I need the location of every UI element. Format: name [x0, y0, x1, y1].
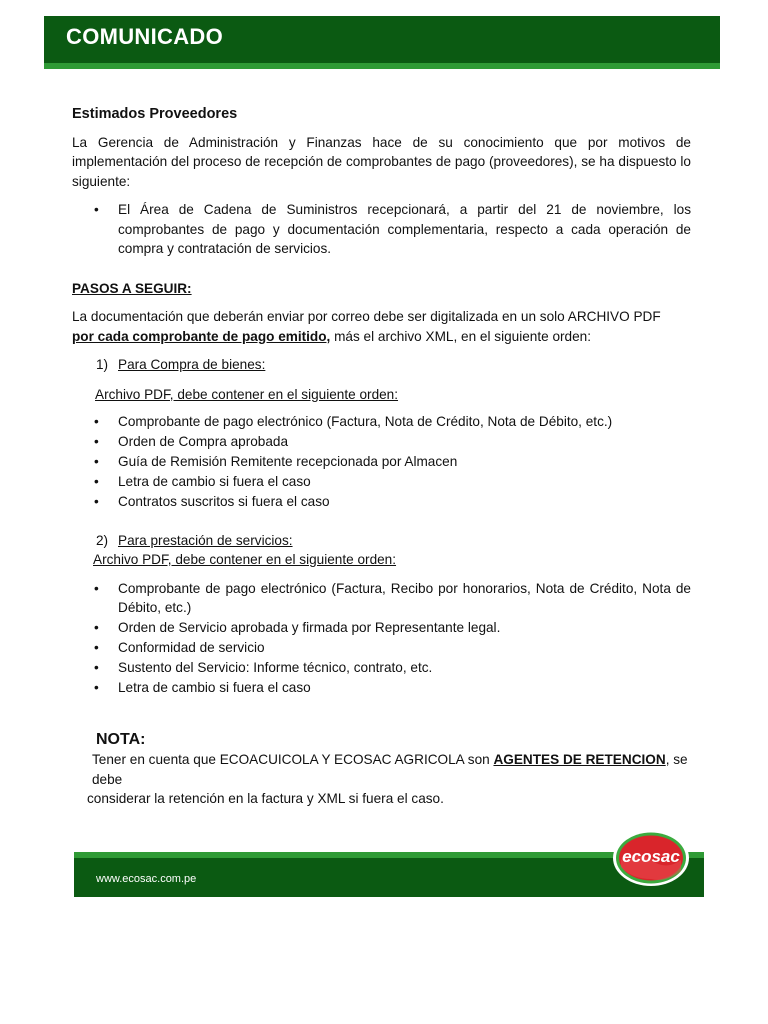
- bullet-icon: •: [94, 474, 99, 489]
- bullet-icon: •: [94, 660, 99, 675]
- section-2-heading: [72, 531, 691, 551]
- list-item-text: El Área de Cadena de Suministros recepcionará, a partir del 21 de noviembre, los comprobantes de pago y documentación complementaria, respecto a cada operación de compra y contratación de servicios.: [118, 202, 691, 256]
- list-item-text: Contratos suscritos si fuera el caso: [118, 494, 330, 509]
- intro-list: [72, 200, 691, 259]
- section-1-number: 1): [96, 357, 109, 372]
- section-2-title: Para prestación de servicios:: [118, 532, 293, 548]
- list-item: [72, 452, 691, 472]
- steps-intro-text-end: más el archivo XML, en el siguiente orden:: [330, 328, 592, 344]
- bullet-icon: •: [94, 202, 99, 217]
- list-item-text: Letra de cambio si fuera el caso: [118, 680, 311, 695]
- bullet-icon: •: [94, 414, 99, 429]
- list-item-text: Comprobante de pago electrónico (Factura, Nota de Crédito, Nota de Débito, etc.): [118, 414, 613, 429]
- section-1-heading: [72, 355, 691, 375]
- ecosac-logo: [612, 829, 690, 887]
- nota-title: NOTA:: [96, 730, 146, 748]
- nota-text-start: Tener en cuenta que ECOACUICOLA Y ECOSAC AGRICOLA son: [92, 752, 494, 767]
- list-item-text: Sustento del Servicio: Informe técnico, contrato, etc.: [118, 660, 433, 675]
- steps-title: PASOS A SEGUIR:: [72, 280, 192, 296]
- list-item-text: Orden de Servicio aprobada y firmada por Representante legal.: [118, 620, 501, 635]
- list-item-text: Letra de cambio si fuera el caso: [118, 474, 311, 489]
- section-1-list: [72, 412, 691, 512]
- page-title: COMUNICADO: [66, 24, 223, 49]
- steps-intro-emphasis: por cada comprobante de pago emitido,: [72, 328, 331, 344]
- bullet-icon: •: [94, 620, 99, 635]
- header-accent-stripe: [44, 63, 720, 69]
- bullet-icon: •: [94, 580, 99, 596]
- section-2-subtitle: Archivo PDF, debe contener en el siguiente orden:: [93, 552, 397, 567]
- steps-intro: [72, 307, 691, 346]
- logo-text: ecosac: [622, 847, 680, 866]
- list-item-text: Conformidad de servicio: [118, 640, 265, 655]
- bullet-icon: •: [94, 494, 99, 509]
- list-item: [72, 638, 691, 658]
- nota-text-end: , se debe: [92, 752, 688, 787]
- list-item: [72, 492, 691, 512]
- list-item-text: Orden de Compra aprobada: [118, 434, 289, 449]
- section-2-number: 2): [96, 532, 109, 548]
- footer-url: www.ecosac.com.pe: [96, 873, 197, 885]
- list-item: [72, 579, 691, 618]
- document-body: [72, 105, 691, 809]
- footer-accent-stripe: [74, 852, 704, 858]
- list-item-text: Comprobante de pago electrónico (Factura, Recibo por honorarios, Nota de Crédito, Nota de Débito, etc.): [118, 580, 691, 615]
- greeting: Estimados Proveedores: [72, 106, 238, 122]
- nota-text-line2: considerar la retención en la factura y XML si fuera el caso.: [87, 791, 444, 806]
- nota-text: [72, 750, 691, 789]
- list-item: [72, 618, 691, 638]
- list-item: [72, 472, 691, 492]
- nota-emphasis: AGENTES DE RETENCION: [493, 752, 666, 767]
- section-2-list: [72, 579, 691, 698]
- bullet-icon: •: [94, 434, 99, 449]
- list-item: [72, 412, 691, 432]
- intro-paragraph: La Gerencia de Administración y Finanzas hace de su conocimiento que por motivos de implementación del proceso de recepción de comprobantes de pago (proveedores), se ha dispuesto lo siguiente:: [72, 134, 691, 189]
- section-1-subtitle: Archivo PDF, debe contener en el siguiente orden:: [95, 386, 399, 402]
- bullet-icon: •: [94, 640, 99, 655]
- section-1-title: Para Compra de bienes:: [118, 357, 266, 372]
- bullet-icon: •: [94, 680, 99, 695]
- list-item: [72, 200, 691, 259]
- list-item: [72, 432, 691, 452]
- list-item: [72, 658, 691, 678]
- list-item: [72, 678, 691, 698]
- list-item-text: Guía de Remisión Remitente recepcionada por Almacen: [118, 454, 458, 469]
- steps-intro-text: La documentación que deberán enviar por correo debe ser digitalizada en un solo ARCHIVO PDF: [72, 309, 661, 324]
- bullet-icon: •: [94, 454, 99, 469]
